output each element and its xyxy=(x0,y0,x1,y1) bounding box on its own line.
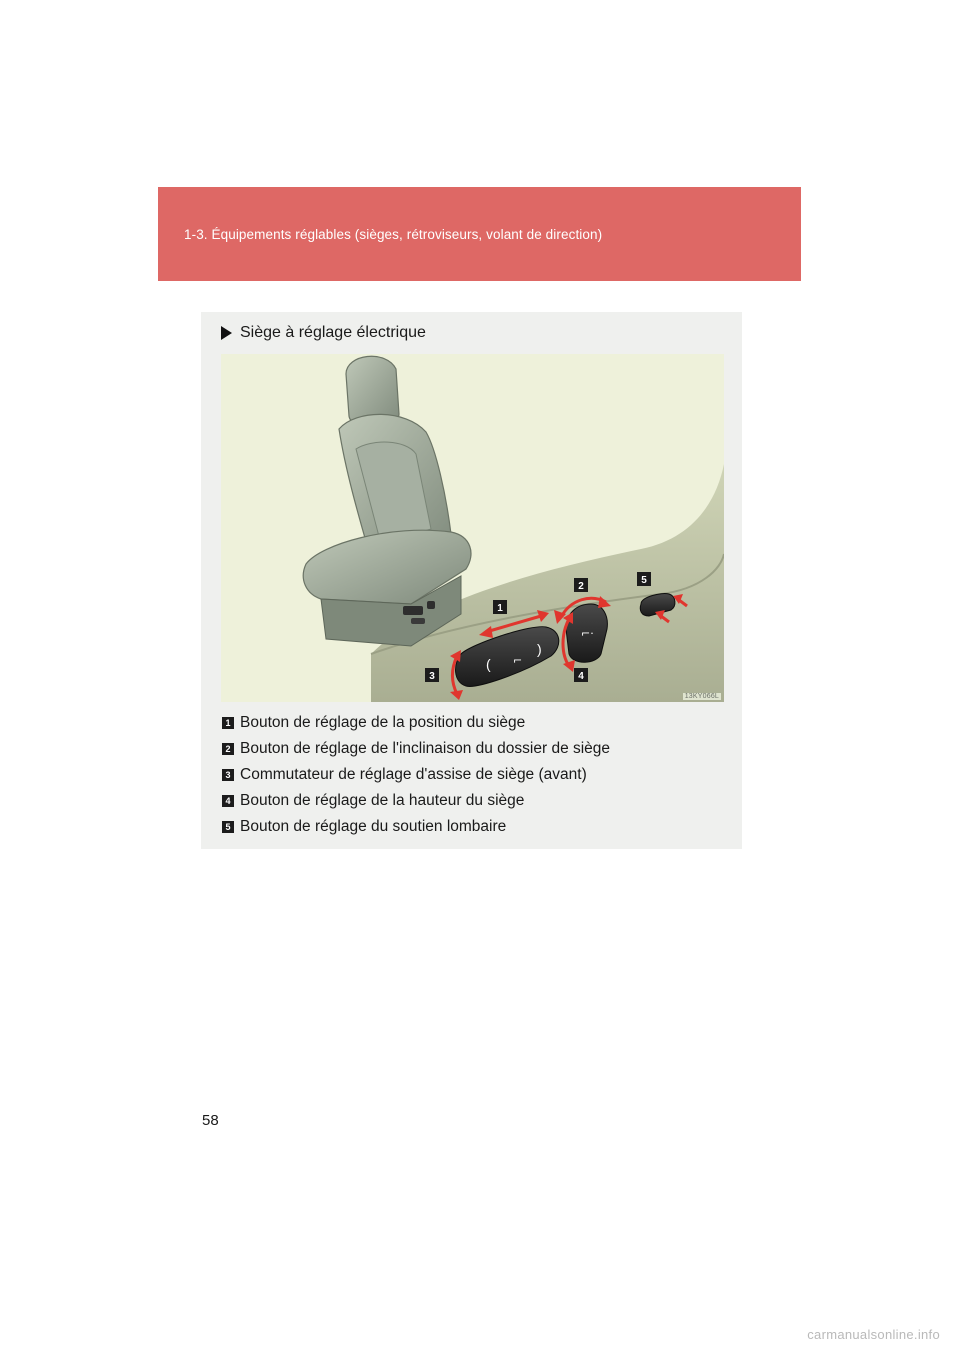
figure-code: 13KY066L xyxy=(684,693,719,700)
legend-item xyxy=(222,736,610,762)
section-title-text: Siège à réglage électrique xyxy=(240,324,426,341)
legend-list xyxy=(222,710,610,840)
svg-text:5: 5 xyxy=(641,575,647,586)
number-badge: 3 xyxy=(222,769,234,781)
seat-drawing xyxy=(303,356,471,646)
breadcrumb: 1-3. Équipements réglables (sièges, rétroviseurs, volant de direction) xyxy=(184,227,603,242)
legend-text: Commutateur de réglage d'assise de siège (avant) xyxy=(240,766,587,783)
legend-item xyxy=(222,710,610,736)
svg-text:4: 4 xyxy=(578,671,584,682)
content-panel xyxy=(201,312,742,849)
chapter-header-band xyxy=(158,187,801,281)
seat-illustration xyxy=(221,354,724,702)
triangle-bullet-icon xyxy=(221,326,232,340)
legend-item xyxy=(222,814,610,840)
legend-item xyxy=(222,788,610,814)
svg-text:⌐·: ⌐· xyxy=(581,627,594,640)
svg-text:(: ( xyxy=(486,656,491,672)
svg-text:1: 1 xyxy=(497,603,503,614)
number-badge: 1 xyxy=(222,717,234,729)
legend-text: Bouton de réglage de la hauteur du siège xyxy=(240,792,525,809)
legend-text: Bouton de réglage de la position du siège xyxy=(240,714,526,731)
number-badge: 5 xyxy=(222,821,234,833)
svg-text:⌐: ⌐ xyxy=(513,654,523,667)
watermark: carmanualsonline.info xyxy=(807,1327,940,1342)
svg-text:2: 2 xyxy=(578,581,584,592)
svg-text:): ) xyxy=(537,641,542,657)
legend-item xyxy=(222,762,610,788)
svg-text:3: 3 xyxy=(429,671,435,682)
legend-text: Bouton de réglage de l'inclinaison du dossier de siège xyxy=(240,740,611,757)
section-heading xyxy=(221,324,426,342)
page-number: 58 xyxy=(202,1112,219,1129)
legend-text: Bouton de réglage du soutien lombaire xyxy=(240,818,507,835)
number-badge: 2 xyxy=(222,743,234,755)
number-badge: 4 xyxy=(222,795,234,807)
